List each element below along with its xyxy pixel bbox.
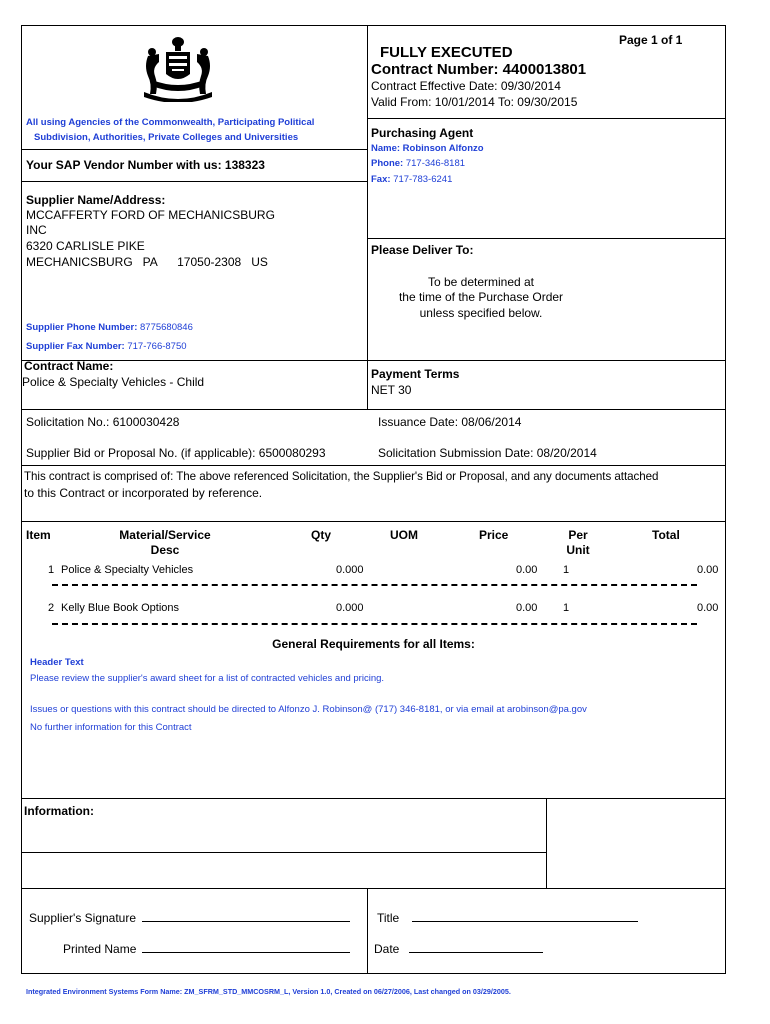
phone-value: 717-346-8181 bbox=[405, 158, 466, 169]
column-header-qty: Qty bbox=[311, 528, 332, 542]
divider bbox=[21, 852, 547, 853]
date-label: Date bbox=[374, 942, 400, 956]
table-row-desc: Kelly Blue Book Options bbox=[61, 602, 180, 614]
table-row-item: 2 bbox=[48, 602, 55, 614]
divider bbox=[21, 149, 368, 150]
contract-number: Contract Number: 4400013801 bbox=[371, 61, 587, 78]
column-header-item: Item bbox=[26, 528, 51, 542]
column-header-price: Price bbox=[479, 528, 509, 542]
deliver-to-line: the time of the Purchase Order bbox=[398, 290, 564, 304]
column-divider bbox=[546, 798, 547, 888]
title-line bbox=[412, 921, 638, 922]
table-row-total: 0.00 bbox=[697, 564, 719, 576]
supplier-address-line: MECHANICSBURG PA 17050-2308 US bbox=[26, 255, 268, 269]
table-row-item: 1 bbox=[48, 564, 55, 576]
supplier-fax-label: Supplier Fax Number: bbox=[26, 341, 125, 352]
purchasing-agent-fax bbox=[371, 174, 452, 186]
deliver-to-line: unless specified below. bbox=[419, 306, 543, 320]
contract-composition-text: This contract is comprised of: The above referenced Solicitation, the Supplier's Bid or Proposal, and any documents attached bbox=[24, 470, 659, 483]
column-header-total: Total bbox=[652, 528, 680, 542]
date-line bbox=[409, 952, 543, 953]
column-header-per-unit: Per bbox=[568, 528, 588, 542]
contract-valid-dates: Valid From: 10/01/2014 To: 09/30/2015 bbox=[371, 95, 578, 109]
supplier-address-line: 6320 CARLISLE PIKE bbox=[26, 239, 145, 253]
column-header-per-unit: Unit bbox=[566, 543, 590, 557]
purchasing-agent-name: Name: Robinson Alfonzo bbox=[371, 143, 484, 154]
agencies-note: Subdivision, Authorities, Private Colleges and Universities bbox=[34, 132, 299, 143]
general-requirements-heading: General Requirements for all Items: bbox=[272, 637, 475, 651]
table-row-qty: 0.000 bbox=[336, 564, 364, 576]
supplier-heading: Supplier Name/Address: bbox=[26, 193, 166, 207]
divider bbox=[21, 181, 368, 182]
column-divider bbox=[367, 25, 368, 409]
column-divider bbox=[367, 888, 368, 974]
header-text-label: Header Text bbox=[30, 657, 84, 668]
supplier-signature-label: Supplier's Signature bbox=[29, 911, 137, 925]
divider bbox=[21, 409, 726, 410]
supplier-address-line: MCCAFFERTY FORD OF MECHANICSBURG bbox=[26, 208, 275, 222]
table-row-per: 1 bbox=[563, 602, 570, 614]
header-text-line: No further information for this Contract bbox=[30, 722, 192, 733]
deliver-to-heading: Please Deliver To: bbox=[371, 243, 474, 257]
payment-terms-value: NET 30 bbox=[371, 383, 412, 397]
divider bbox=[21, 888, 726, 889]
contract-composition-text: to this Contract or incorporated by reference. bbox=[24, 486, 263, 500]
solicitation-number: Solicitation No.: 6100030428 bbox=[26, 415, 180, 429]
table-row-price: 0.00 bbox=[516, 564, 538, 576]
supplier-address-line: INC bbox=[26, 223, 47, 237]
table-row-per: 1 bbox=[563, 564, 570, 576]
form-footer: Integrated Environment Systems Form Name: ZM_SFRM_STD_MMCOSRM_L, Version 1.0, Created on 06/27/2006, Last changed on 03/29/2005. bbox=[26, 987, 511, 996]
sap-vendor-number: Your SAP Vendor Number with us: 138323 bbox=[26, 158, 265, 172]
column-header-desc: Material/Service bbox=[119, 528, 211, 542]
information-label: Information: bbox=[24, 804, 94, 818]
issuance-date: Issuance Date: 08/06/2014 bbox=[378, 415, 522, 429]
supplier-fax-value: 717-766-8750 bbox=[127, 341, 187, 352]
title-label: Title bbox=[377, 911, 400, 925]
contract-effective-date: Contract Effective Date: 09/30/2014 bbox=[371, 79, 561, 93]
divider bbox=[21, 798, 726, 799]
printed-name-label: Printed Name bbox=[63, 942, 137, 956]
table-row-price: 0.00 bbox=[516, 602, 538, 614]
supplier-phone-label: Supplier Phone Number: bbox=[26, 322, 138, 333]
header-text-line: Please review the supplier's award sheet for a list of contracted vehicles and pricing. bbox=[30, 673, 385, 684]
purchasing-agent-heading: Purchasing Agent bbox=[371, 126, 474, 140]
coat-of-arms-seal bbox=[138, 36, 218, 102]
execution-status: FULLY EXECUTED bbox=[380, 44, 513, 61]
table-row-desc: Police & Specialty Vehicles bbox=[61, 564, 194, 576]
page-number: Page 1 of 1 bbox=[619, 33, 683, 47]
deliver-to-line: To be determined at bbox=[427, 275, 535, 289]
contract-name-value: Police & Specialty Vehicles - Child bbox=[22, 375, 205, 389]
table-row-qty: 0.000 bbox=[336, 602, 364, 614]
fax-value: 717-783-6241 bbox=[393, 174, 453, 185]
purchasing-agent-phone bbox=[371, 158, 465, 170]
divider bbox=[21, 521, 726, 522]
row-separator bbox=[52, 623, 697, 625]
agencies-note: All using Agencies of the Commonwealth, Participating Political bbox=[26, 117, 315, 128]
supplier-fax bbox=[26, 341, 187, 353]
phone-label: Phone: bbox=[371, 158, 404, 169]
divider bbox=[367, 118, 726, 119]
printed-name-line bbox=[142, 952, 350, 953]
supplier-signature-line bbox=[142, 921, 350, 922]
row-separator bbox=[52, 584, 697, 586]
header-text-line: Issues or questions with this contract should be directed to Alfonzo J. Robinson@ (717) 346-8181, or via email at arobinson@pa.gov bbox=[30, 704, 587, 715]
supplier-bid-number: Supplier Bid or Proposal No. (if applicable): 6500080293 bbox=[26, 446, 326, 460]
payment-terms-heading: Payment Terms bbox=[371, 367, 460, 381]
supplier-phone bbox=[26, 322, 193, 334]
supplier-phone-value: 8775680846 bbox=[140, 322, 193, 333]
submission-date: Solicitation Submission Date: 08/20/2014 bbox=[378, 446, 597, 460]
table-row-total: 0.00 bbox=[697, 602, 719, 614]
divider bbox=[367, 238, 726, 239]
divider bbox=[21, 465, 726, 466]
fax-label: Fax: bbox=[371, 174, 391, 185]
column-header-uom: UOM bbox=[390, 528, 418, 542]
column-header-desc: Desc bbox=[150, 543, 180, 557]
contract-name-heading: Contract Name: bbox=[24, 359, 114, 373]
divider bbox=[21, 360, 726, 361]
